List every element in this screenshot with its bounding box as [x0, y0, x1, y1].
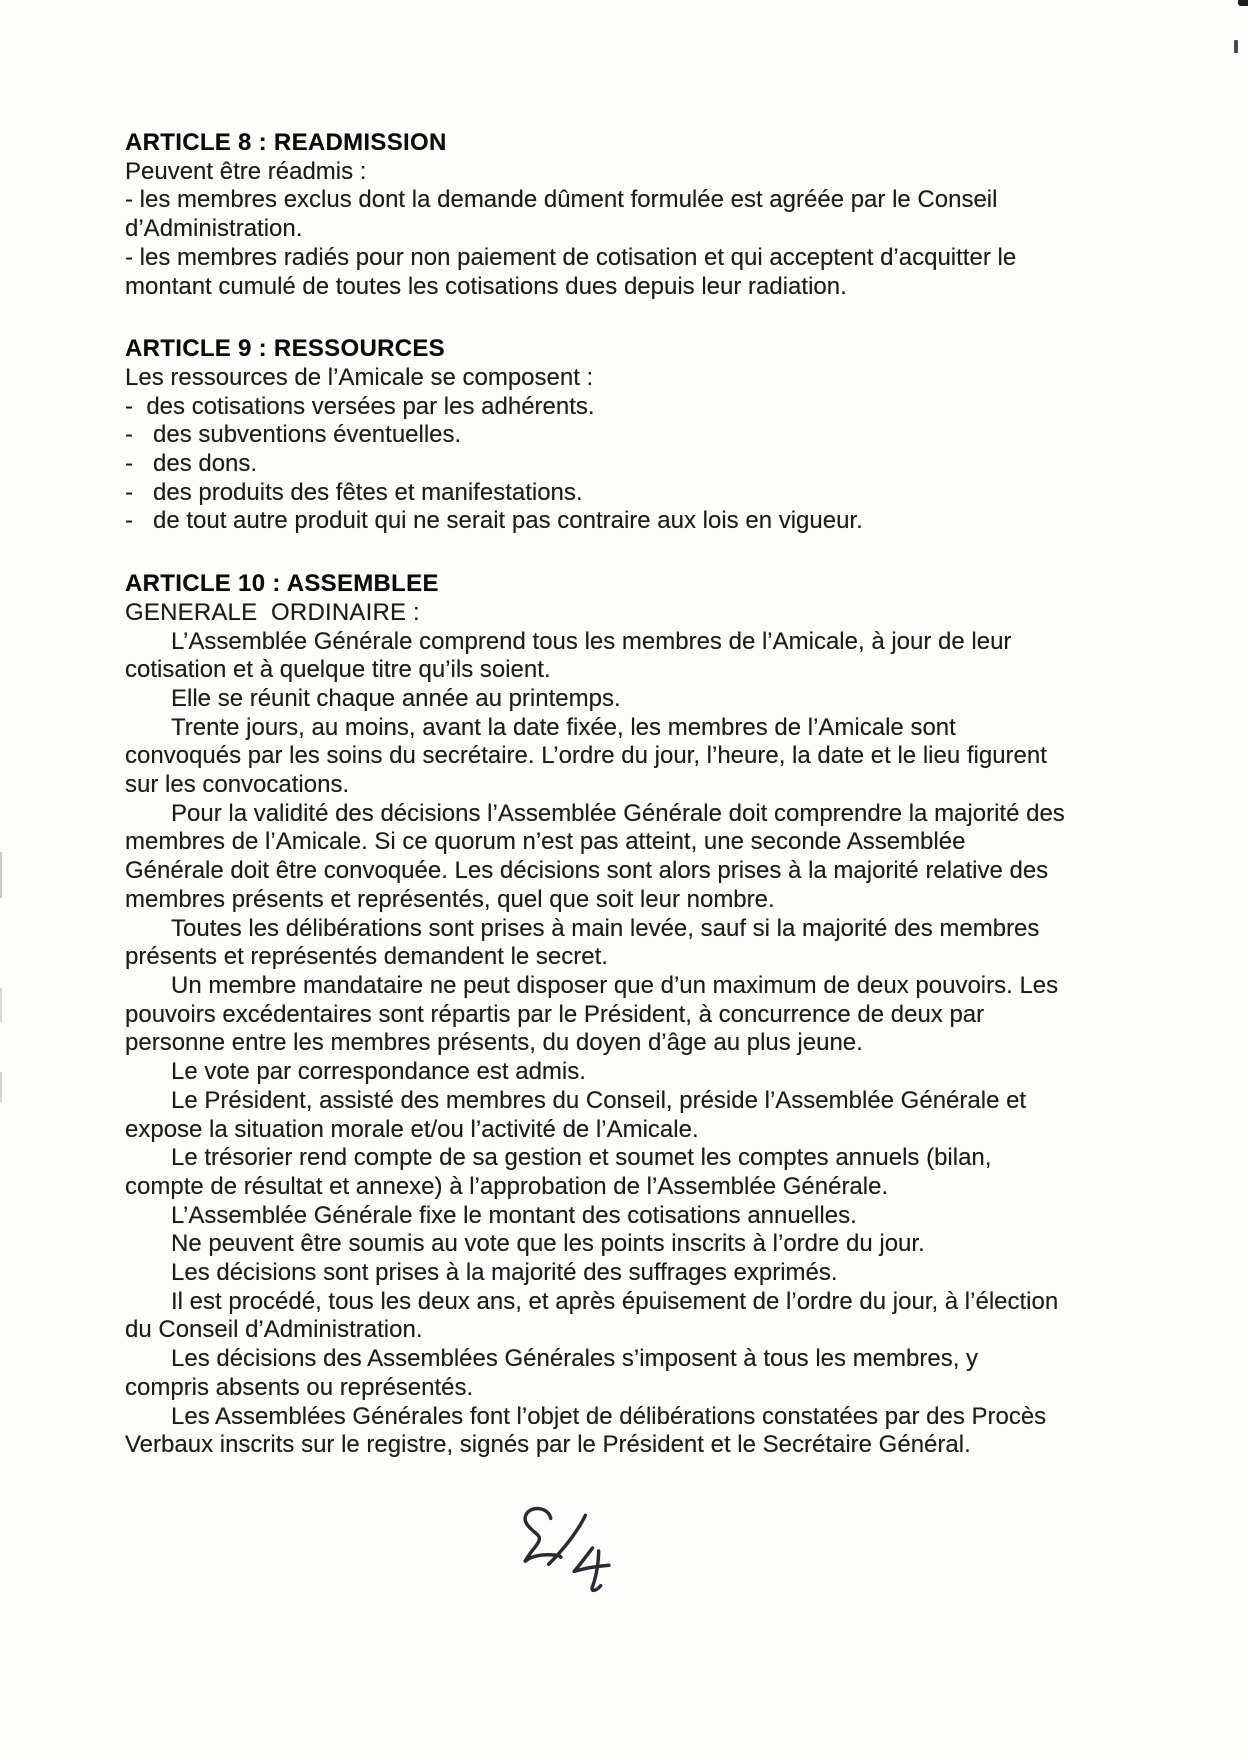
text-line: Les décisions sont prises à la majorité des suffrages exprimés. [171, 1259, 838, 1287]
article-section [125, 129, 1130, 301]
article-heading: ARTICLE 10 : ASSEMBLEE [125, 570, 439, 598]
text-line: Verbaux inscrits sur le registre, signés par le Président et le Secrétaire Général. [125, 1431, 971, 1459]
text-line: - des cotisations versées par les adhérents. [125, 392, 595, 420]
text-line: - des subventions éventuelles. [125, 421, 462, 449]
text-line: du Conseil d’Administration. [125, 1316, 423, 1344]
text-line: - les membres exclus dont la demande dûment formulée est agréée par le Conseil [125, 186, 998, 214]
text-line: Le vote par correspondance est admis. [171, 1058, 586, 1086]
scan-artifact-corner [1238, 0, 1248, 6]
digit-4-stroke-b [592, 1551, 601, 1590]
text-line: Peuvent être réadmis : [125, 157, 367, 185]
text-line: Les Assemblées Générales font l’objet de délibérations constatées par des Procès [171, 1402, 1047, 1430]
text-line: compte de résultat et annexe) à l’approbation de l’Assemblée Générale. [125, 1172, 889, 1200]
text-line: - de tout autre produit qui ne serait pas contraire aux lois en vigueur. [125, 507, 863, 535]
text-line: d’Administration. [125, 215, 303, 243]
handwritten-page-number [515, 1503, 617, 1599]
scan-artifact-right-dash [1234, 40, 1238, 53]
digit-4-stroke-a [574, 1548, 609, 1571]
text-line: Le trésorier rend compte de sa gestion et soumet les comptes annuels (bilan, [171, 1144, 992, 1172]
text-line: Les décisions des Assemblées Générales s’imposent à tous les membres, y [171, 1345, 979, 1373]
text-line: Elle se réunit chaque année au printemps. [171, 684, 621, 712]
article-section [125, 570, 1130, 1460]
text-line: Pour la validité des décisions l’Assemblée Générale doit comprendre la majorité des [171, 799, 1065, 827]
slash-stroke [549, 1515, 586, 1564]
scan-artifact-left-edge [0, 988, 2, 1022]
text-line: - des dons. [125, 450, 258, 478]
text-line: Les ressources de l’Amicale se composent : [125, 363, 594, 391]
article-subheading: GENERALE ORDINAIRE : [125, 598, 420, 626]
text-line: personne entre les membres présents, du doyen d’âge au plus jeune. [125, 1029, 863, 1057]
text-line: membres présents et représentés, quel que soit leur nombre. [125, 885, 775, 913]
text-line: - les membres radiés pour non paiement de cotisation et qui acceptent d’acquitter le [125, 243, 1017, 271]
text-line: présents et représentés demandent le secret. [125, 943, 608, 971]
text-line: L’Assemblée Générale fixe le montant des cotisations annuelles. [171, 1201, 857, 1229]
text-line: Toutes les délibérations sont prises à main levée, sauf si la majorité des membres [171, 914, 1040, 942]
digit-2-stroke [525, 1508, 561, 1561]
text-line: pouvoirs excédentaires sont répartis par le Président, à concurrence de deux par [125, 1000, 985, 1028]
text-line: expose la situation morale et/ou l’activité de l’Amicale. [125, 1115, 699, 1143]
scan-artifact-left-edge [0, 852, 2, 898]
handwritten-2-of-4-drawing [515, 1503, 617, 1599]
text-line: sur les convocations. [125, 771, 350, 799]
text-line: compris absents ou représentés. [125, 1373, 474, 1401]
article-section [125, 335, 1130, 536]
text-line: cotisation et à quelque titre qu’ils soient. [125, 656, 551, 684]
text-line: Trente jours, au moins, avant la date fixée, les membres de l’Amicale sont [171, 713, 956, 741]
article-heading: ARTICLE 9 : RESSOURCES [125, 335, 445, 363]
text-line: convoqués par les soins du secrétaire. L’ordre du jour, l’heure, la date et le lieu figurent [125, 742, 1047, 770]
text-line: Ne peuvent être soumis au vote que les points inscrits à l’ordre du jour. [171, 1230, 925, 1258]
article-heading: ARTICLE 8 : READMISSION [125, 129, 447, 156]
text-line: Il est procédé, tous les deux ans, et après épuisement de l’ordre du jour, à l’élection [171, 1287, 1059, 1315]
scan-artifact-left-edge [0, 1072, 2, 1102]
text-line: montant cumulé de toutes les cotisations dues depuis leur radiation. [125, 272, 847, 300]
document-body [125, 129, 1130, 1460]
text-line: Un membre mandataire ne peut disposer que d’un maximum de deux pouvoirs. Les [171, 971, 1059, 999]
text-line: membres de l’Amicale. Si ce quorum n’est pas atteint, une seconde Assemblée [125, 828, 966, 856]
text-line: Générale doit être convoquée. Les décisions sont alors prises à la majorité relative des [125, 857, 1049, 885]
text-line: L’Assemblée Générale comprend tous les membres de l’Amicale, à jour de leur [171, 627, 1012, 655]
text-line: Le Président, assisté des membres du Conseil, préside l’Assemblée Générale et [171, 1086, 1027, 1114]
text-line: - des produits des fêtes et manifestations. [125, 478, 583, 506]
